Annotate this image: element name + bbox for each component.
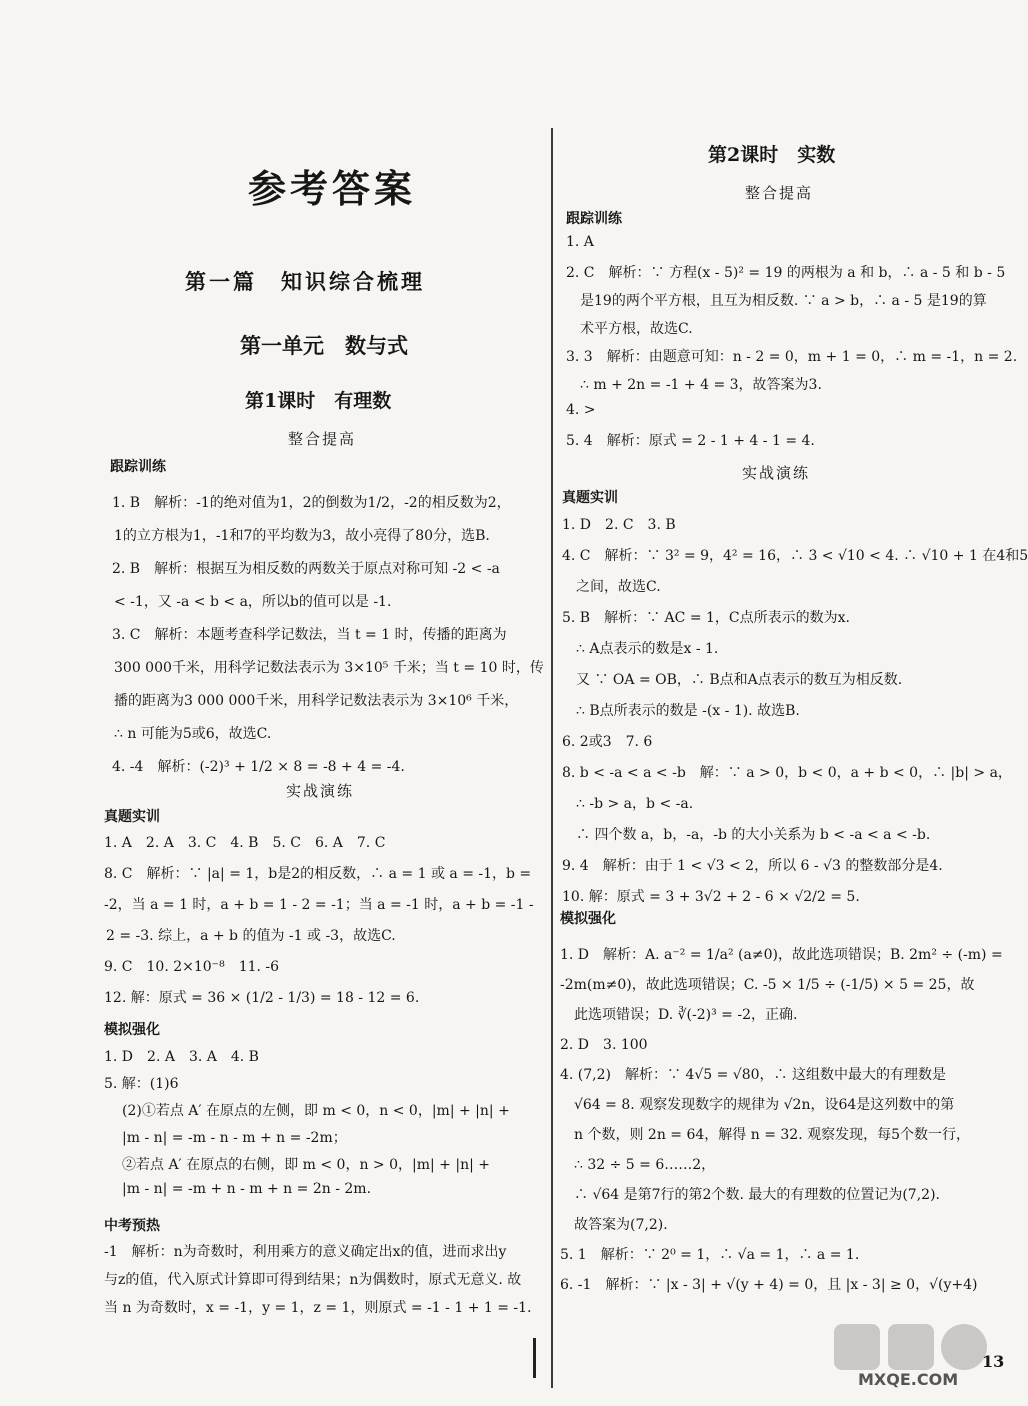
section-heading: 整合提高 <box>745 184 814 202</box>
subsection-heading: 模拟强化 <box>560 911 616 927</box>
answer-line: 4. (7,2) 解析：∵ 4√5 = √80，∴ 这组数中最大的有理数是 <box>560 1067 946 1083</box>
answer-line: 术平方根，故选C. <box>580 321 693 337</box>
answer-line: 300 000千米，用科学记数法表示为 3×10⁵ 千米；当 t = 10 时，传 <box>114 660 544 676</box>
answer-line: 4. C 解析：∵ 3² = 9，4² = 16，∴ 3 < √10 < 4. ∴ √10 + 1 在4和5 <box>562 548 1028 564</box>
answer-line: ∴ -b > a，b < -a. <box>576 796 694 812</box>
answer-line: 4. > <box>566 402 596 418</box>
answer-line: 1. A 2. A 3. C 4. B 5. C 6. A 7. C <box>104 835 386 851</box>
unit-title: 第一单元 数与式 <box>240 333 408 358</box>
answer-line: 1. A <box>566 234 594 250</box>
answer-line: n 个数，则 2n = 64，解得 n = 32. 观察发现，每5个数一行， <box>574 1127 971 1143</box>
subsection-heading: 真题实训 <box>562 490 618 506</box>
subsection-heading: 中考预热 <box>104 1218 160 1234</box>
answer-line: 5. 解：(1)6 <box>104 1076 179 1092</box>
answer-line: ∴ n 可能为5或6，故选C. <box>114 726 272 742</box>
answer-line: |m - n| = -m + n - m + n = 2n - 2m. <box>122 1181 372 1197</box>
answer-line: 又 ∵ OA = OB，∴ B点和A点表示的数互为相反数. <box>576 672 903 688</box>
answer-line: √64 = 8. 观察发现数字的规律为 √2n，设64是这列数中的第 <box>574 1097 955 1113</box>
answer-line: -2，当 a = 1 时，a + b = 1 - 2 = -1；当 a = -1 时，a + b = -1 - <box>104 897 534 913</box>
answer-line: ∴ √64 是第7行的第2个数. 最大的有理数的位置记为(7,2). <box>574 1187 940 1203</box>
answer-line: 3. C 解析：本题考查科学记数法，当 t = 1 时，传播的距离为 <box>112 627 507 643</box>
answer-line: 1. D 2. C 3. B <box>562 517 676 533</box>
answer-line: 播的距离为3 000 000千米，用科学记数法表示为 3×10⁶ 千米， <box>114 693 519 709</box>
answer-line: 5. B 解析：∵ AC = 1，C点所表示的数为x. <box>562 610 850 626</box>
subsection-heading: 跟踪训练 <box>566 211 622 227</box>
answer-line: 1的立方根为1，-1和7的平均数为3，故小亮得了80分，选B. <box>114 528 490 544</box>
answer-line: 10. 解：原式 = 3 + 3√2 + 2 - 6 × √2/2 = 5. <box>562 889 860 905</box>
lesson-title-left: 第1课时 有理数 <box>245 390 392 412</box>
answer-line: 之间，故选C. <box>576 579 661 595</box>
part-title: 第一篇 知识综合梳理 <box>185 269 425 294</box>
answer-line: 是19的两个平方根，且互为相反数. ∵ a > b，∴ a - 5 是19的算 <box>580 293 987 309</box>
answer-line: 6. 2或3 7. 6 <box>562 734 653 750</box>
answer-line: 12. 解：原式 = 36 × (1/2 - 1/3) = 18 - 12 = 6. <box>104 990 420 1006</box>
answer-line: 1. D 2. A 3. A 4. B <box>104 1049 259 1065</box>
page-number: 13 <box>982 1352 1005 1371</box>
answer-line: ②若点 A′ 在原点的右侧，即 m < 0，n > 0，|m| + |n| + <box>122 1157 490 1173</box>
answer-line: |m - n| = -m - n - m + n = -2m； <box>122 1130 347 1146</box>
answer-line: 此选项错误；D. ∛(-2)³ = -2，正确. <box>574 1007 798 1023</box>
answer-line: ∴ B点所表示的数是 -(x - 1). 故选B. <box>576 703 800 719</box>
answer-line: 2 = -3. 综上，a + b 的值为 -1 或 -3，故选C. <box>106 928 396 944</box>
answer-line: 1. D 解析：A. a⁻² = 1/a² (a≠0)，故此选项错误；B. 2m² ÷ (-m) = <box>560 947 1003 963</box>
answer-line: ∴ m + 2n = -1 + 4 = 3，故答案为3. <box>580 377 822 393</box>
answer-line: -1 解析：n为奇数时，利用乘方的意义确定出x的值，进而求出y <box>104 1244 507 1260</box>
answer-line: 1. B 解析：-1的绝对值为1，2的倒数为1/2，-2的相反数为2， <box>112 495 511 511</box>
answer-line: 8. b < -a < a < -b 解：∵ a > 0，b < 0，a + b < 0，∴ |b| > a， <box>562 765 1012 781</box>
column-divider <box>551 128 553 1388</box>
section-heading: 实战演练 <box>286 782 355 800</box>
answer-line: ∴ A点表示的数是x - 1. <box>576 641 719 657</box>
answer-line: 3. 3 解析：由题意可知：n - 2 = 0，m + 1 = 0，∴ m = -1，n = 2. <box>566 349 1018 365</box>
watermark-text: MXQE.COM <box>858 1370 959 1389</box>
answer-line: 9. C 10. 2×10⁻⁸ 11. -6 <box>104 959 280 975</box>
section-heading: 实战演练 <box>742 464 811 482</box>
answer-line: 与z的值，代入原式计算即可得到结果；n为偶数时，原式无意义. 故 <box>104 1272 522 1288</box>
answer-line: 6. -1 解析：∵ |x - 3| + √(y + 4) = 0，且 |x - 3| ≥ 0，√(y+4) <box>560 1277 978 1293</box>
subsection-heading: 跟踪训练 <box>110 459 166 475</box>
answer-line: 故答案为(7,2). <box>574 1217 668 1233</box>
answer-line: 2. C 解析：∵ 方程(x - 5)² = 19 的两根为 a 和 b，∴ a - 5 和 b - 5 <box>566 265 1006 281</box>
page-title: 参考答案 <box>248 166 417 211</box>
subsection-heading: 真题实训 <box>104 809 160 825</box>
answer-line: 2. B 解析：根据互为相反数的两数关于原点对称可知 -2 < -a <box>112 561 500 577</box>
answer-line: 2. D 3. 100 <box>560 1037 648 1053</box>
answer-line: 8. C 解析：∵ |a| = 1，b是2的相反数，∴ a = 1 或 a = -1，b = <box>104 866 532 882</box>
answer-line: 5. 1 解析：∵ 2⁰ = 1，∴ √a = 1，∴ a = 1. <box>560 1247 860 1263</box>
answer-line: (2)①若点 A′ 在原点的左侧，即 m < 0，n < 0，|m| + |n| + <box>122 1103 510 1119</box>
section-heading: 整合提高 <box>288 430 357 448</box>
answer-line: 4. -4 解析：(-2)³ + 1/2 × 8 = -8 + 4 = -4. <box>112 759 405 775</box>
answer-line: ∴ 32 ÷ 5 = 6……2， <box>574 1157 716 1173</box>
lesson-title-right: 第2课时 实数 <box>708 144 836 166</box>
answer-line: < -1，又 -a < b < a，所以b的值可以是 -1. <box>114 594 392 610</box>
answer-line: 5. 4 解析：原式 = 2 - 1 + 4 - 1 = 4. <box>566 433 815 449</box>
answer-line: -2m(m≠0)，故此选项错误；C. -5 × 1/5 ÷ (-1/5) × 5 = 25，故 <box>560 977 975 993</box>
answer-line: 9. 4 解析：由于 1 < √3 < 2，所以 6 - √3 的整数部分是4. <box>562 858 943 874</box>
subsection-heading: 模拟强化 <box>104 1022 160 1038</box>
answer-line: ∴ 四个数 a，b，-a，-b 的大小关系为 b < -a < a < -b. <box>576 827 931 843</box>
answer-line: 当 n 为奇数时，x = -1，y = 1，z = 1，则原式 = -1 - 1 + 1 = -1. <box>104 1300 532 1316</box>
binding-mark <box>533 1338 536 1378</box>
